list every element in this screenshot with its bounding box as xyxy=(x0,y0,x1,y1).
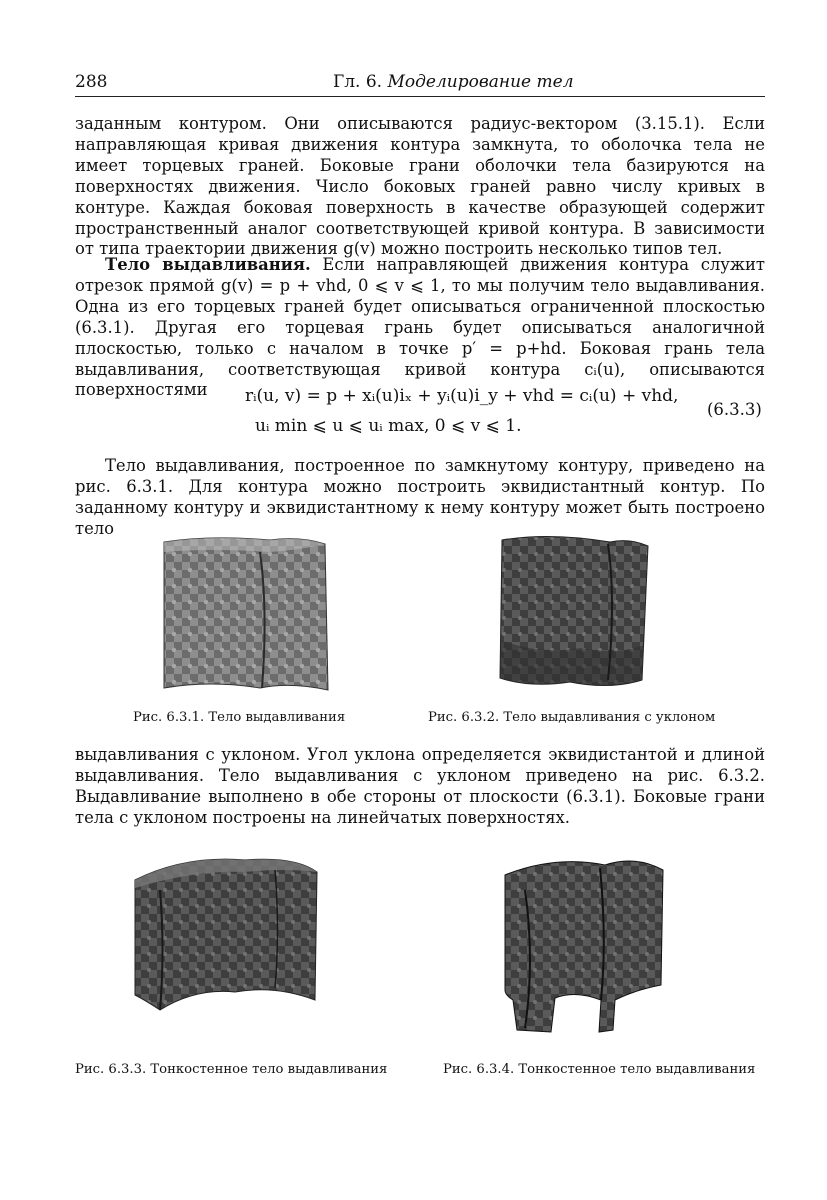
paragraph-3 xyxy=(75,456,765,540)
figure-6-3-3-thin-wall-body xyxy=(125,850,325,1020)
running-title xyxy=(333,72,574,92)
figure-6-3-3-caption: Рис. 6.3.3. Тонкостенное тело выдавливания xyxy=(75,1062,388,1077)
chapter-title: Моделирование тел xyxy=(387,72,574,92)
equation-line-2: uᵢ min ⩽ u ⩽ uᵢ max, 0 ⩽ v ⩽ 1. xyxy=(255,416,522,436)
figure-6-3-4-thin-wall-body xyxy=(495,850,675,1040)
paragraph-4: выдавливания с уклоном. Угол уклона определяется эквидистантой и длиной выдавливания. Тело выдавливания с уклоном приведено на рис. 6.3.2. Выдавливание выполнено в обе стороны от плоскости (6.3.1). Боковые грани тела с уклоном построены на линейчатых поверхностях. xyxy=(75,745,765,827)
figure-6-3-1-caption: Рис. 6.3.1. Тело выдавливания xyxy=(133,710,346,725)
paragraph-1: заданным контуром. Они описываются радиус-вектором (3.15.1). Если направляющая кривая движения контура замкнута, то оболочка тела не имеет торцевых граней. Боковые грани оболочки тела базируются на поверхностях движения. Число боковых граней равно числу кривых в контуре. Каждая боковая поверхность в качестве образующей содержит пространственный аналог соответствующей кривой контура. В зависимости от типа траектории движения g(v) можно построить несколько типов тел. xyxy=(75,114,765,259)
running-header xyxy=(75,68,765,97)
chapter-number: Гл. 6. xyxy=(333,72,383,92)
equation-line-1: rᵢ(u, v) = p + xᵢ(u)iₓ + yᵢ(u)i_y + vhd = cᵢ(u) + vhd, xyxy=(245,386,679,406)
equation-number: (6.3.3) xyxy=(707,400,762,419)
figure-6-3-1-extrusion-body xyxy=(150,530,340,700)
figure-6-3-2-tapered-extrusion-body xyxy=(480,530,660,700)
paragraph-2-text: Если направляющей движения контура служит отрезок прямой g(v) = p + vhd, 0 ⩽ v ⩽ 1, то мы получим тело выдавливания. Одна из его торцевых граней будет описываться ограниченной плоскостью (6.3.1). Другая его торцевая грань будет описываться аналогичной плоскостью, только с началом в точке p′ = p+hd. Боковая грань тела выдавливания, соответствующая кривой контура cᵢ(u), описываются поверхностями xyxy=(75,255,765,400)
paragraph-3-text: Тело выдавливания, построенное по замкнутому контуру, приведено на рис. 6.3.1. Для контура можно построить эквидистантный контур. По заданному контуру и эквидистантному к нему контуру может быть построено тело xyxy=(75,456,765,538)
page-number: 288 xyxy=(75,72,108,92)
paragraph-2 xyxy=(75,255,765,401)
term-extrusion-body: Тело выдавливания. xyxy=(105,255,311,274)
figure-6-3-2-caption: Рис. 6.3.2. Тело выдавливания с уклоном xyxy=(428,710,716,725)
figure-6-3-4-caption: Рис. 6.3.4. Тонкостенное тело выдавливания xyxy=(443,1062,756,1077)
